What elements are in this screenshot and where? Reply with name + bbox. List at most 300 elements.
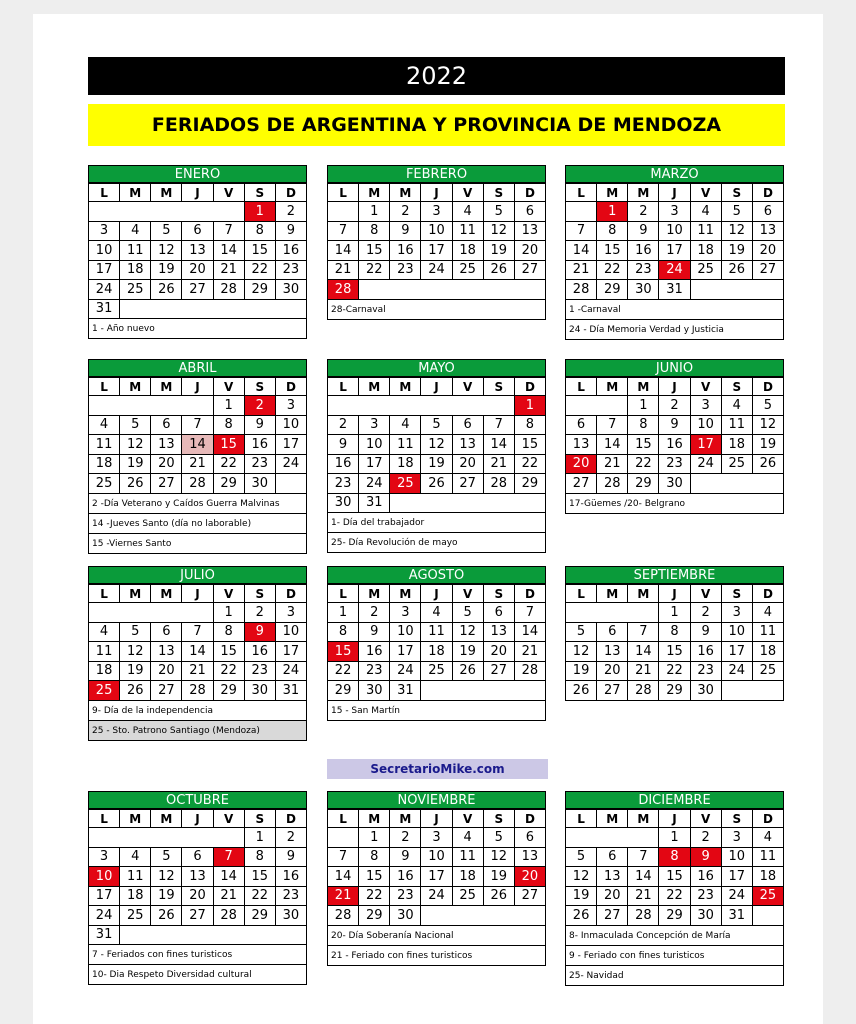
day-cell: 16 <box>690 867 721 887</box>
week-row <box>566 847 784 867</box>
day-cell: 26 <box>566 681 597 701</box>
week-row <box>328 396 546 416</box>
weekday-label: M <box>628 378 659 396</box>
day-cell: 11 <box>421 622 452 642</box>
empty-day-cell <box>483 681 514 701</box>
empty-day-cell <box>597 603 628 623</box>
holiday-note: 20- Día Soberanía Nacional <box>327 926 546 946</box>
month-diciembre <box>565 791 784 986</box>
week-row <box>566 202 784 222</box>
day-cell: 8 <box>597 221 628 241</box>
weekday-label: M <box>359 810 390 828</box>
month-febrero <box>327 165 546 320</box>
day-cell: 18 <box>421 642 452 662</box>
day-cell: 27 <box>752 260 783 280</box>
week-row <box>328 221 546 241</box>
month-name: MAYO <box>327 359 546 377</box>
day-cell: 4 <box>89 622 120 642</box>
holiday-day-cell: 24 <box>659 260 690 280</box>
holiday-notes <box>88 945 307 985</box>
day-cell: 30 <box>390 906 421 926</box>
month-name: AGOSTO <box>327 566 546 584</box>
day-cell: 18 <box>690 241 721 261</box>
holiday-note: 24 - Día Memoria Verdad y Justicia <box>565 320 784 340</box>
day-cell: 7 <box>328 221 359 241</box>
empty-day-cell <box>483 493 514 513</box>
empty-day-cell <box>151 396 182 416</box>
week-row <box>566 681 784 701</box>
day-cell: 29 <box>244 906 275 926</box>
day-cell: 9 <box>244 415 275 435</box>
day-cell: 1 <box>359 828 390 848</box>
day-cell: 19 <box>483 867 514 887</box>
day-cell: 2 <box>244 603 275 623</box>
day-cell: 5 <box>483 828 514 848</box>
empty-day-cell <box>182 828 213 848</box>
day-cell: 29 <box>328 681 359 701</box>
week-row <box>328 886 546 906</box>
day-cell: 22 <box>244 260 275 280</box>
day-cell: 20 <box>597 661 628 681</box>
week-row <box>89 681 307 701</box>
day-cell: 28 <box>566 280 597 300</box>
day-cell: 4 <box>452 202 483 222</box>
day-cell: 11 <box>89 435 120 455</box>
day-cell: 5 <box>120 622 151 642</box>
month-septiembre <box>565 566 784 701</box>
holiday-day-cell: 15 <box>328 642 359 662</box>
month-mayo <box>327 359 546 553</box>
day-cell: 8 <box>328 622 359 642</box>
day-cell: 10 <box>359 435 390 455</box>
day-cell: 12 <box>151 867 182 887</box>
empty-day-cell <box>182 603 213 623</box>
day-cell: 13 <box>182 241 213 261</box>
day-cell: 26 <box>151 906 182 926</box>
empty-day-cell <box>421 396 452 416</box>
empty-day-cell <box>182 396 213 416</box>
day-cell: 30 <box>628 280 659 300</box>
empty-day-cell <box>151 925 182 945</box>
day-cell: 21 <box>213 886 244 906</box>
day-cell: 12 <box>483 221 514 241</box>
day-cell: 21 <box>514 642 545 662</box>
week-row <box>566 260 784 280</box>
day-cell: 26 <box>120 681 151 701</box>
day-cell: 23 <box>390 260 421 280</box>
week-row <box>328 474 546 494</box>
holiday-note: 8- Inmaculada Concepción de María <box>565 926 784 946</box>
empty-day-cell <box>328 396 359 416</box>
day-cell: 2 <box>390 202 421 222</box>
day-cell: 7 <box>514 603 545 623</box>
weekday-label: M <box>628 184 659 202</box>
day-cell: 22 <box>659 661 690 681</box>
day-cell: 18 <box>452 241 483 261</box>
day-cell: 9 <box>328 435 359 455</box>
weekday-label: J <box>659 585 690 603</box>
weekday-label: J <box>182 184 213 202</box>
holiday-day-cell: 15 <box>213 435 244 455</box>
day-cell: 22 <box>659 886 690 906</box>
week-row <box>566 886 784 906</box>
week-row <box>89 906 307 926</box>
month-days-table <box>327 377 546 513</box>
month-days-table <box>565 584 784 701</box>
day-cell: 1 <box>659 603 690 623</box>
week-row <box>566 622 784 642</box>
day-cell: 28 <box>628 681 659 701</box>
month-marzo <box>565 165 784 340</box>
day-cell: 24 <box>421 886 452 906</box>
day-cell: 6 <box>597 622 628 642</box>
weekday-label: M <box>151 585 182 603</box>
day-cell: 25 <box>421 661 452 681</box>
day-cell: 17 <box>721 642 752 662</box>
week-row <box>566 280 784 300</box>
week-row <box>89 886 307 906</box>
day-cell: 7 <box>628 847 659 867</box>
day-cell: 27 <box>452 474 483 494</box>
day-cell: 14 <box>597 435 628 455</box>
holiday-note: 14 -Jueves Santo (día no laborable) <box>88 514 307 534</box>
day-cell: 1 <box>213 603 244 623</box>
day-cell: 29 <box>514 474 545 494</box>
holiday-notes <box>565 926 784 986</box>
week-row <box>89 642 307 662</box>
day-cell: 2 <box>359 603 390 623</box>
day-cell: 2 <box>659 396 690 416</box>
day-cell: 24 <box>721 886 752 906</box>
day-cell: 23 <box>275 260 306 280</box>
holiday-note: 1 -Carnaval <box>565 300 784 320</box>
day-cell: 20 <box>752 241 783 261</box>
day-cell: 27 <box>597 906 628 926</box>
day-cell: 23 <box>690 661 721 681</box>
month-julio <box>88 566 307 741</box>
day-cell: 11 <box>690 221 721 241</box>
empty-day-cell <box>452 681 483 701</box>
day-cell: 22 <box>359 886 390 906</box>
holiday-note: 1 - Año nuevo <box>88 319 307 339</box>
holiday-day-cell: 1 <box>244 202 275 222</box>
weekday-label: S <box>721 378 752 396</box>
day-cell: 23 <box>659 454 690 474</box>
day-cell: 19 <box>566 886 597 906</box>
day-cell: 12 <box>120 642 151 662</box>
day-cell: 2 <box>275 202 306 222</box>
month-days-table <box>88 809 307 945</box>
weekday-label: L <box>328 378 359 396</box>
day-cell: 16 <box>244 642 275 662</box>
day-cell: 5 <box>483 202 514 222</box>
empty-day-cell <box>752 681 783 701</box>
day-cell: 24 <box>359 474 390 494</box>
day-cell: 4 <box>752 603 783 623</box>
empty-day-cell <box>597 396 628 416</box>
day-cell: 30 <box>244 681 275 701</box>
weekday-label: V <box>213 810 244 828</box>
day-cell: 13 <box>597 642 628 662</box>
day-cell: 15 <box>659 867 690 887</box>
day-cell: 6 <box>752 202 783 222</box>
week-row <box>89 435 307 455</box>
day-cell: 23 <box>328 474 359 494</box>
week-row <box>89 603 307 623</box>
empty-day-cell <box>120 299 151 319</box>
day-cell: 22 <box>213 454 244 474</box>
weekday-label: S <box>483 585 514 603</box>
holiday-day-cell: 1 <box>597 202 628 222</box>
day-cell: 19 <box>120 661 151 681</box>
weekday-label: M <box>390 378 421 396</box>
day-cell: 26 <box>120 474 151 494</box>
day-cell: 27 <box>151 474 182 494</box>
day-cell: 16 <box>659 435 690 455</box>
day-cell: 4 <box>752 828 783 848</box>
site-watermark[interactable]: SecretarioMike.com <box>327 759 548 779</box>
day-cell: 28 <box>182 681 213 701</box>
day-cell: 26 <box>721 260 752 280</box>
day-cell: 5 <box>120 415 151 435</box>
holiday-day-cell: 28 <box>328 280 359 300</box>
day-cell: 7 <box>628 622 659 642</box>
day-cell: 3 <box>89 847 120 867</box>
empty-day-cell <box>452 493 483 513</box>
day-cell: 6 <box>566 415 597 435</box>
day-cell: 17 <box>89 260 120 280</box>
day-cell: 6 <box>514 828 545 848</box>
weekday-label: L <box>566 378 597 396</box>
day-cell: 10 <box>390 622 421 642</box>
day-cell: 1 <box>213 396 244 416</box>
empty-day-cell <box>213 925 244 945</box>
day-cell: 7 <box>182 415 213 435</box>
month-name: ENERO <box>88 165 307 183</box>
empty-day-cell <box>721 681 752 701</box>
day-cell: 17 <box>390 642 421 662</box>
week-row <box>89 454 307 474</box>
day-cell: 25 <box>120 280 151 300</box>
empty-day-cell <box>390 396 421 416</box>
day-cell: 23 <box>244 661 275 681</box>
day-cell: 8 <box>628 415 659 435</box>
holiday-note: 10- Dia Respeto Diversidad cultural <box>88 965 307 985</box>
day-cell: 9 <box>628 221 659 241</box>
day-cell: 11 <box>120 867 151 887</box>
month-noviembre <box>327 791 546 966</box>
day-cell: 30 <box>275 280 306 300</box>
day-cell: 25 <box>690 260 721 280</box>
day-cell: 4 <box>120 847 151 867</box>
day-cell: 12 <box>566 867 597 887</box>
day-cell: 13 <box>151 642 182 662</box>
day-cell: 6 <box>151 622 182 642</box>
day-cell: 4 <box>421 603 452 623</box>
month-days-table <box>327 584 546 701</box>
day-cell: 13 <box>514 221 545 241</box>
day-cell: 5 <box>721 202 752 222</box>
day-cell: 2 <box>690 828 721 848</box>
weekday-label: D <box>514 810 545 828</box>
day-cell: 11 <box>452 847 483 867</box>
weekday-label: D <box>514 378 545 396</box>
day-cell: 29 <box>213 681 244 701</box>
empty-day-cell <box>328 828 359 848</box>
day-cell: 6 <box>483 603 514 623</box>
empty-day-cell <box>89 603 120 623</box>
day-cell: 18 <box>89 661 120 681</box>
weekday-label: M <box>120 585 151 603</box>
day-cell: 28 <box>628 906 659 926</box>
month-enero <box>88 165 307 339</box>
day-cell: 7 <box>483 415 514 435</box>
day-cell: 3 <box>89 221 120 241</box>
day-cell: 29 <box>597 280 628 300</box>
holiday-notes <box>88 701 307 741</box>
day-cell: 12 <box>752 415 783 435</box>
holiday-day-cell: 25 <box>89 681 120 701</box>
holiday-day-cell: 25 <box>390 474 421 494</box>
weekday-label: V <box>452 378 483 396</box>
weekday-label: M <box>597 810 628 828</box>
day-cell: 13 <box>182 867 213 887</box>
week-row <box>89 661 307 681</box>
empty-day-cell <box>452 396 483 416</box>
day-cell: 7 <box>182 622 213 642</box>
month-name: JUNIO <box>565 359 784 377</box>
week-row <box>328 828 546 848</box>
day-cell: 16 <box>328 454 359 474</box>
weekday-label: L <box>89 810 120 828</box>
empty-day-cell <box>151 603 182 623</box>
day-cell: 4 <box>390 415 421 435</box>
weekday-label: J <box>659 184 690 202</box>
weekday-label: L <box>328 585 359 603</box>
day-cell: 5 <box>421 415 452 435</box>
day-cell: 15 <box>514 435 545 455</box>
week-row <box>328 847 546 867</box>
weekday-label: J <box>659 810 690 828</box>
day-cell: 3 <box>721 828 752 848</box>
weekday-label: L <box>89 585 120 603</box>
day-cell: 18 <box>721 435 752 455</box>
empty-day-cell <box>721 474 752 494</box>
month-name: JULIO <box>88 566 307 584</box>
weekday-label: D <box>752 810 783 828</box>
day-cell: 25 <box>120 906 151 926</box>
week-row <box>566 642 784 662</box>
month-abril <box>88 359 307 554</box>
holiday-notes <box>88 319 307 339</box>
day-cell: 27 <box>483 661 514 681</box>
holiday-notes <box>327 701 546 721</box>
holiday-note: 25 - Sto. Patrono Santiago (Mendoza) <box>88 721 307 741</box>
day-cell: 19 <box>483 241 514 261</box>
empty-day-cell <box>182 299 213 319</box>
month-name: FEBRERO <box>327 165 546 183</box>
weekday-label: M <box>151 810 182 828</box>
day-cell: 3 <box>275 396 306 416</box>
holiday-day-cell: 7 <box>213 847 244 867</box>
day-cell: 30 <box>359 681 390 701</box>
day-cell: 28 <box>597 474 628 494</box>
day-cell: 24 <box>89 906 120 926</box>
empty-day-cell <box>452 280 483 300</box>
empty-day-cell <box>566 603 597 623</box>
day-cell: 30 <box>659 474 690 494</box>
day-cell: 23 <box>244 454 275 474</box>
weekday-label: M <box>359 585 390 603</box>
day-cell: 5 <box>151 847 182 867</box>
day-cell: 3 <box>659 202 690 222</box>
weekday-label: M <box>151 184 182 202</box>
day-cell: 22 <box>628 454 659 474</box>
weekday-label: J <box>421 184 452 202</box>
day-cell: 23 <box>390 886 421 906</box>
week-row <box>328 454 546 474</box>
empty-day-cell <box>151 299 182 319</box>
day-cell: 14 <box>328 867 359 887</box>
day-cell: 18 <box>89 454 120 474</box>
month-days-table <box>88 183 307 319</box>
weekday-label: L <box>566 585 597 603</box>
week-row <box>89 925 307 945</box>
non-working-day-cell: 14 <box>182 435 213 455</box>
day-cell: 1 <box>628 396 659 416</box>
month-name: MARZO <box>565 165 784 183</box>
day-cell: 16 <box>244 435 275 455</box>
empty-day-cell <box>628 828 659 848</box>
holiday-notes <box>565 494 784 514</box>
day-cell: 21 <box>597 454 628 474</box>
day-cell: 1 <box>244 828 275 848</box>
day-cell: 29 <box>359 906 390 926</box>
weekday-label: V <box>213 585 244 603</box>
day-cell: 27 <box>597 681 628 701</box>
day-cell: 16 <box>690 642 721 662</box>
holiday-day-cell: 21 <box>328 886 359 906</box>
day-cell: 26 <box>151 280 182 300</box>
day-cell: 1 <box>659 828 690 848</box>
day-cell: 8 <box>213 622 244 642</box>
week-row <box>89 299 307 319</box>
day-cell: 3 <box>421 828 452 848</box>
empty-day-cell <box>566 202 597 222</box>
week-row <box>328 603 546 623</box>
day-cell: 14 <box>483 435 514 455</box>
week-row <box>328 241 546 261</box>
day-cell: 29 <box>244 280 275 300</box>
day-cell: 20 <box>483 642 514 662</box>
day-cell: 28 <box>328 906 359 926</box>
day-cell: 26 <box>483 886 514 906</box>
day-cell: 11 <box>120 241 151 261</box>
day-cell: 22 <box>213 661 244 681</box>
week-row <box>89 474 307 494</box>
holiday-notes <box>327 926 546 966</box>
holiday-day-cell: 10 <box>89 867 120 887</box>
day-cell: 20 <box>452 454 483 474</box>
day-cell: 19 <box>120 454 151 474</box>
day-cell: 10 <box>89 241 120 261</box>
day-cell: 16 <box>359 642 390 662</box>
day-cell: 18 <box>120 260 151 280</box>
weekday-label: D <box>514 585 545 603</box>
weekday-label: D <box>275 585 306 603</box>
week-row <box>89 280 307 300</box>
empty-day-cell <box>721 280 752 300</box>
